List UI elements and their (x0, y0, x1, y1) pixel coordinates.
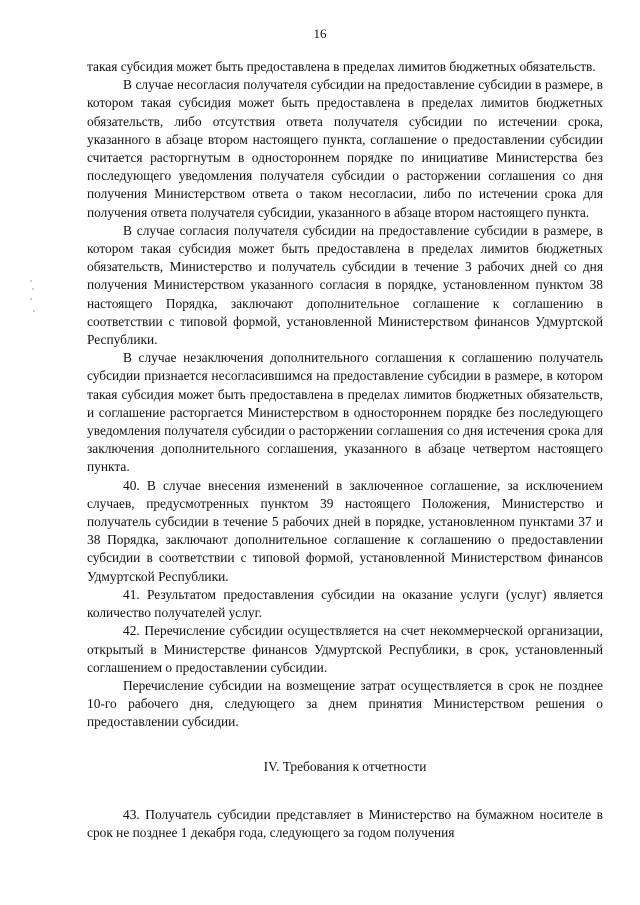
paragraph: В случае согласия получателя субсидии на предоставление субсидии в размере, в котором такая субсидия может быть предоставлена в пределах лимитов бюджетных обязательств, Министерство и получатель субсидии в течение 3 рабочих дней со дня получения Министерством указанного согласия в порядке, установленном пунктом 38 настоящего Порядка, заключают дополнительное соглашение к соглашению в соответствии с типовой формой, установленной Министерством финансов Удмуртской Республики. (87, 222, 603, 348)
paragraph: такая субсидия может быть предоставлена в пределах лимитов бюджетных обязательств. (87, 59, 596, 74)
paragraph: 42. Перечисление субсидии осуществляется на счет некоммерческой организации, открытый в Министерстве финансов Удмуртской Республики, в срок, установленный соглашением о предоставлении субсидии. (87, 623, 603, 675)
scan-margin-marks (30, 280, 36, 320)
paragraph: В случае несогласия получателя субсидии на предоставление субсидии в размере, в котором такая субсидия может быть предоставлена в пределах лимитов бюджетных обязательств, либо отсутствия ответа получателя субсидии по истечении срока, указанного в абзаце втором настоящего пункта, соглашение о предоставлении субсидии считается расторгнутым в одностороннем порядке по инициативе Министерства без последующего уведомления получателя субсидии о расторжении соглашения со дня получения Министерством ответа о таком несогласии, либо по истечении срока для получения ответа получателя субсидии, указанного в абзаце втором настоящего пункта. (87, 77, 603, 220)
document-body (87, 58, 603, 842)
page-number: 16 (313, 26, 327, 41)
paragraph: 41. Результатом предоставления субсидии на оказание услуги (услуг) является количество получателей услуг. (87, 586, 603, 621)
paragraph: 40. В случае внесения изменений в заключенное соглашение, за исключением случаев, предусмотренных пунктом 39 настоящего Положения, Министерство и получатель субсидии в течение 5 рабочих дней в порядке, установленном пунктами 37 и 38 Порядка, заключают дополнительное соглашение к соглашению о предоставлении субсидии в соответствии с типовой формой, установленной Министерством финансов Удмуртской Республики. (87, 477, 603, 584)
paragraph: В случае незаключения дополнительного соглашения к соглашению получатель субсидии признается несогласившимся на предоставление субсидии в размере, в котором такая субсидия может быть предоставлена в пределах лимитов бюджетных обязательств, и соглашение расторгается Министерством в одностороннем порядке без последующего уведомления получателя субсидии о расторжении соглашения со дня истечения срока для заключения дополнительного соглашения, указанного в абзаце четвертом настоящего пункта. (87, 350, 603, 475)
paragraph: Перечисление субсидии на возмещение затрат осуществляется в срок не позднее 10-го рабочего дня, следующего за днем принятия Министерством решения о предоставлении субсидии. (87, 677, 603, 730)
section-heading: IV. Требования к отчетности (263, 758, 427, 774)
paragraph: 43. Получатель субсидии представляет в Министерство на бумажном носителе в срок не позднее 1 декабря года, следующего за годом получения (87, 806, 603, 840)
